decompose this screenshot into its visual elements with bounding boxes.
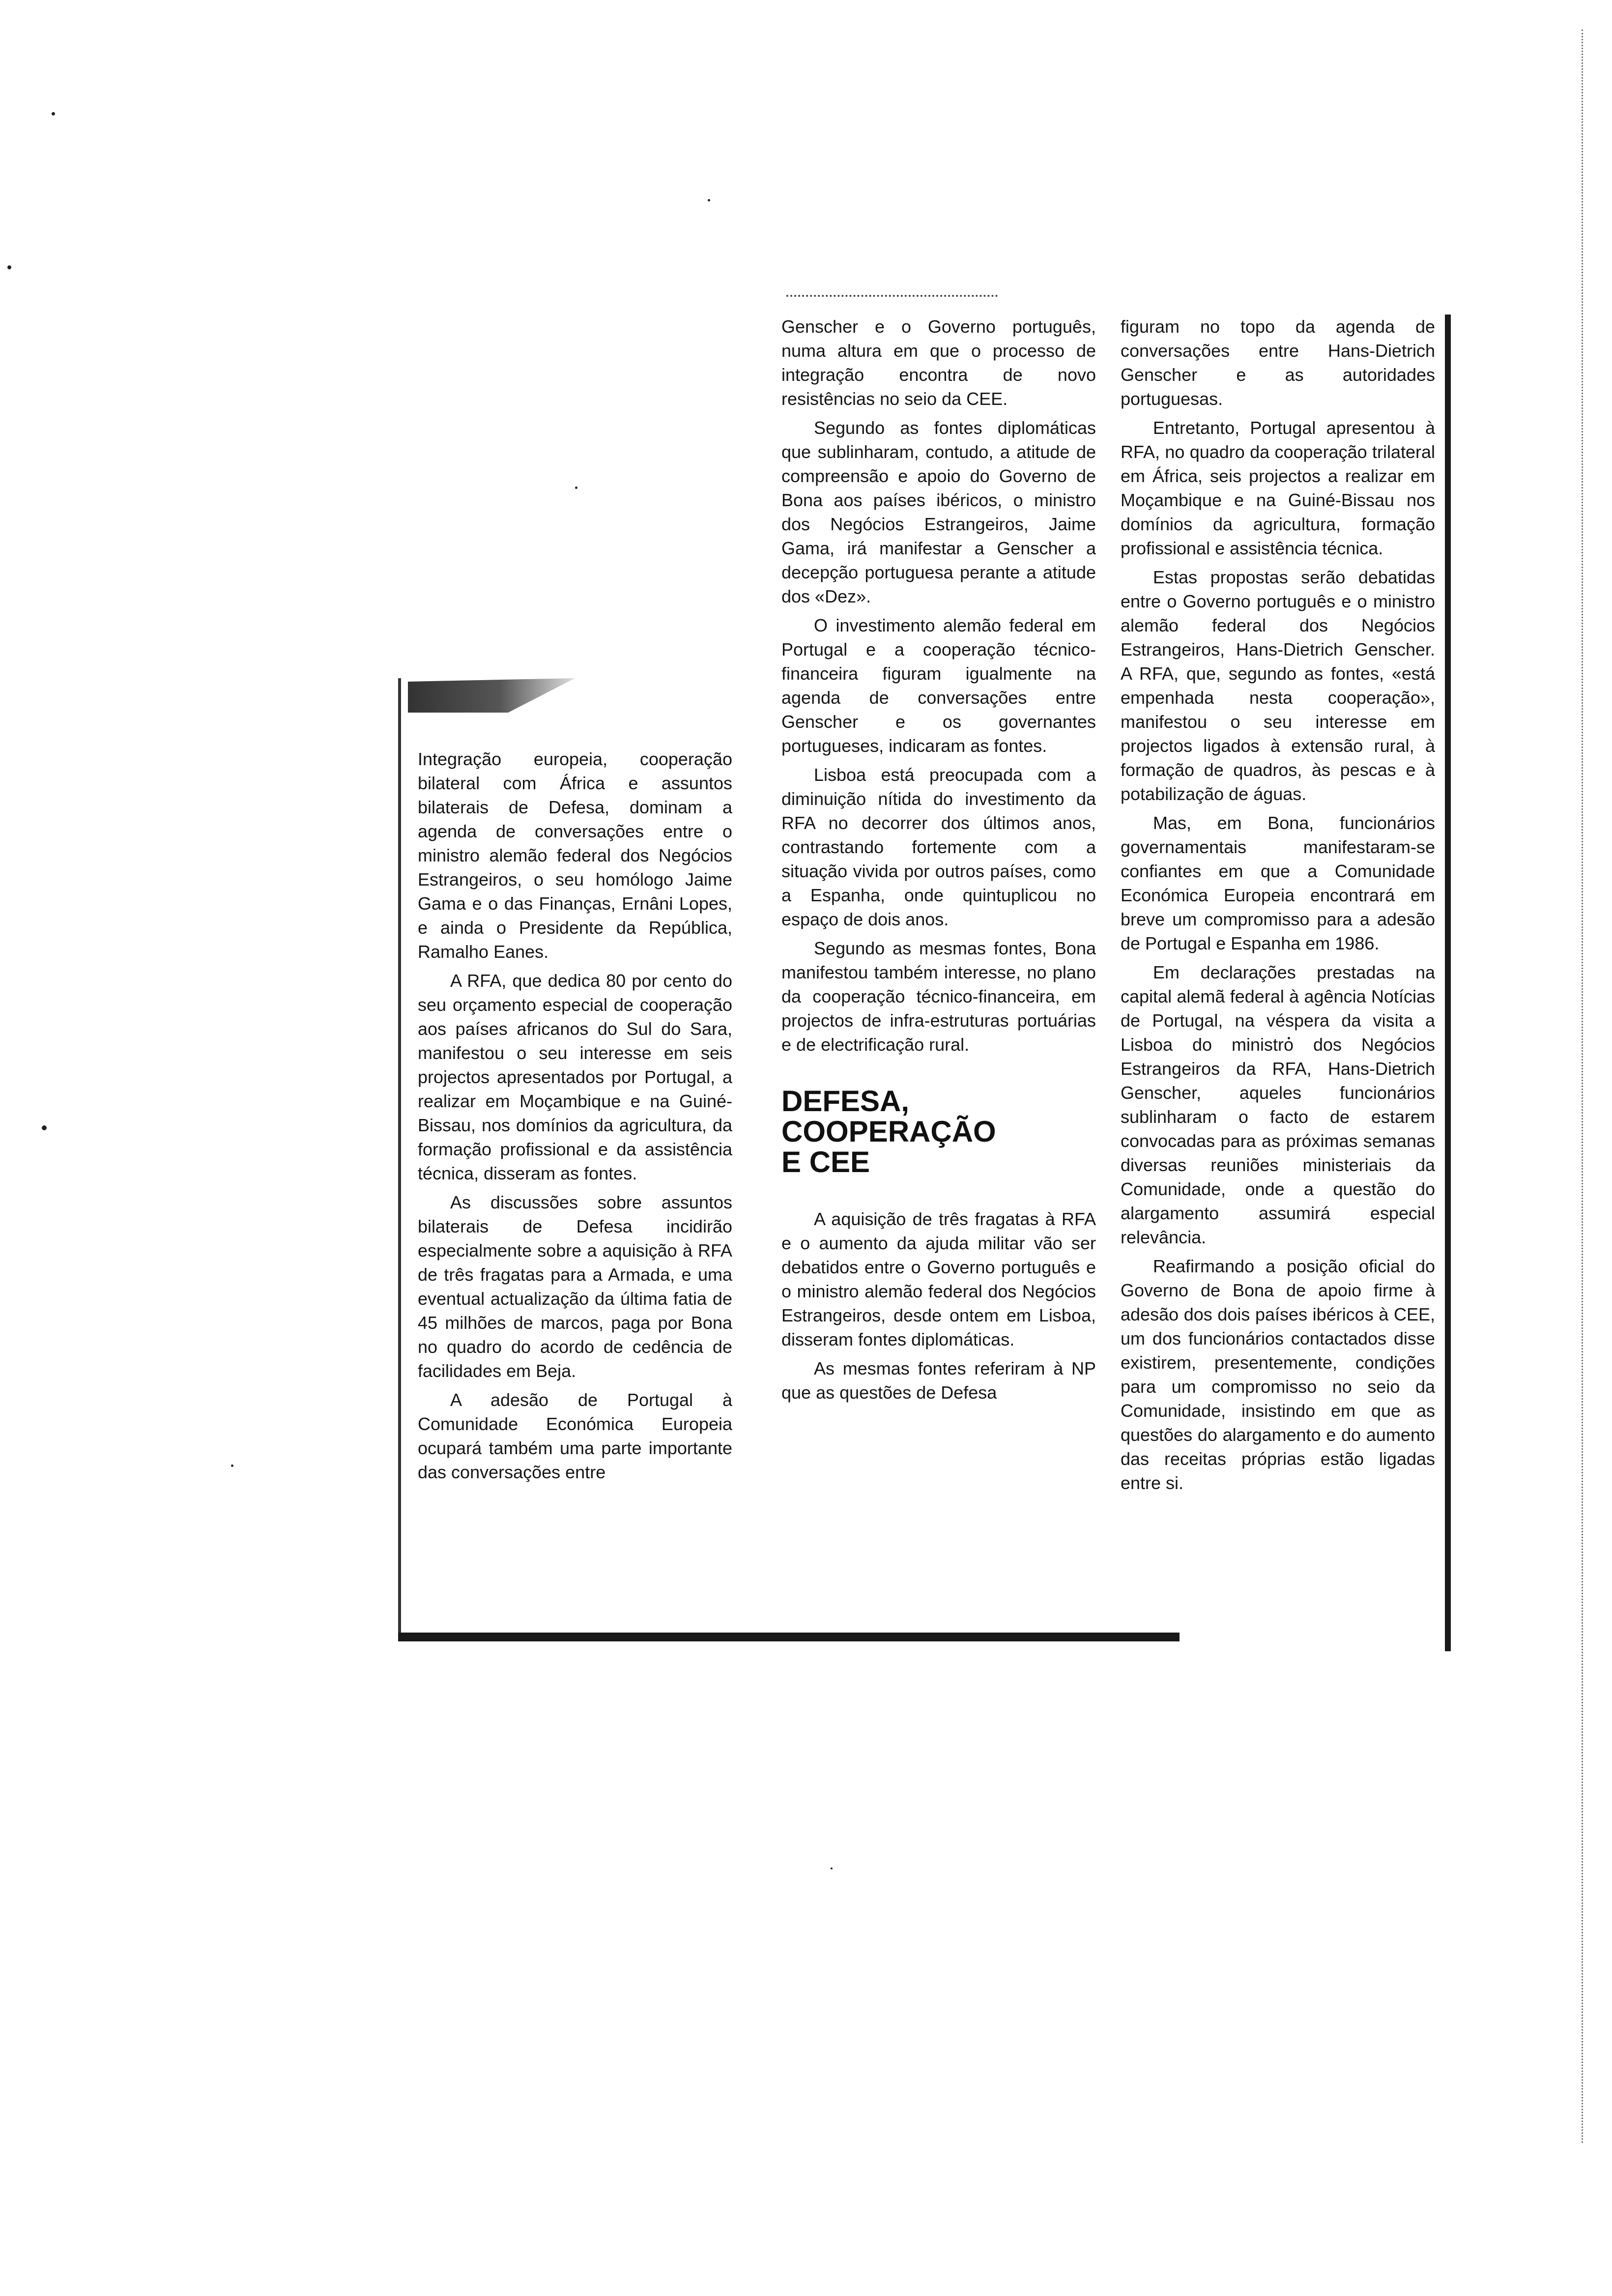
subheading-line: COOPERAÇÃO [781,1115,996,1148]
clipping-top-edge [786,295,998,307]
left-border-rule [398,678,401,1641]
paragraph: Estas propostas serão debatidas entre o Governo português e o ministro alemão federal dos Negócios Estrangeiros, Hans-Dietrich Genscher. A RFA, que, segundo as fontes, «está empenhada nesta cooperação», manifestou o seu interesse em projectos ligados à extensão rural, à formação de quadros, às pescas e à potabilização de águas. [1121,567,1435,804]
paragraph: A RFA, que dedica 80 por cento do seu orçamento especial de cooperação aos países africanos do Sul do Sara, manifestou o seu interesse em seis projectos apresentados por Portugal, a realizar em Moçambique e na Guiné-Bissau, nos domínios da agricultura, da formação profissional e da assistência técnica, disseram as fontes. [418,971,732,1183]
paragraph: Lisboa está preocupada com a diminuição nítida do investimento da RFA no decorrer dos últimos anos, contrastando fortemente com a situação vivida por outros países, como a Espanha, onde quintuplicou no espaço de dois anos. [781,765,1096,929]
paragraph: figuram no topo da agenda de conversações entre Hans-Dietrich Genscher e as autoridades portuguesas. [1121,316,1435,409]
scan-speck [831,1867,833,1869]
paragraph: Reafirmando a posição oficial do Governo de Bona de apoio firme à adesão dos dois países ibéricos à CEE, um dos funcionários contactados disse existirem, presentemente, condições para um compromisso no seio da Comunidade, insistindo em que as questões do alargamento e do aumento das receitas próprias estão ligadas entre si. [1121,1256,1435,1493]
article-column-3 [1121,315,1435,1500]
scan-speck [42,1125,47,1130]
paragraph: As discussões sobre assuntos bilaterais de Defesa incidirão especialmente sobre a aquisição à RFA de três fragatas para a Armada, e uma eventual actualização da última fatia de 45 milhões de marcos, paga por Bona no quadro do acordo de cedência de facilidades em Beja. [418,1192,732,1381]
scan-speck [7,265,11,269]
scan-speck [231,1464,233,1467]
scan-edge-artifact [1582,29,1584,2143]
paragraph: Mas, em Bona, funcionários governamentais manifestaram-se confiantes em que a Comunidade Económica Europeia encontrará em breve um compromisso para a adesão de Portugal e Espanha em 1986. [1121,813,1435,953]
paragraph: A adesão de Portugal à Comunidade Económica Europeia ocupará também uma parte importante das conversações entre [418,1390,732,1482]
paragraph: Segundo as mesmas fontes, Bona manifestou também interesse, no plano da cooperação técnico-financeira, em projectos de infra-estruturas portuárias e de electrificação rural. [781,938,1096,1055]
right-border-rule [1445,315,1451,1651]
section-subheading [781,1086,1096,1177]
paragraph: Genscher e o Governo português, numa altura em que o processo de integração encontra de novo resistências no seio da CEE. [781,316,1096,409]
subheading-line: E CEE [781,1146,870,1178]
paragraph: Segundo as fontes diplomáticas que sublinharam, contudo, a atitude de compreensão e apoio do Governo de Bona aos países ibéricos, o ministro dos Negócios Estrangeiros, Jaime Gama, irá manifestar a Genscher a decepção portuguesa perante a atitude dos «Dez». [781,418,1096,606]
scan-speck [708,199,710,201]
paragraph: O investimento alemão federal em Portugal e a cooperação técnico-financeira figuram igualmente na agenda de conversações entre Genscher e os governantes portugueses, indicaram as fontes. [781,615,1096,756]
paragraph: As mesmas fontes referiram à NP que as questões de Defesa [781,1358,1096,1403]
article-column-2 [781,315,1096,1409]
scan-speck [52,112,55,115]
bottom-border-rule [398,1633,1180,1641]
paragraph: A aquisição de três fragatas à RFA e o aumento da ajuda militar vão ser debatidos entre o Governo português e o ministro alemão federal dos Negócios Estrangeiros, desde ontem em Lisboa, disseram fontes diplomáticas. [781,1209,1096,1349]
subheading-line: DEFESA, [781,1085,910,1118]
article-column-1 [418,747,732,1489]
paragraph: Em declarações prestadas na capital alemã federal à agência Notícias de Portugal, na véspera da visita a Lisboa do ministro dos Negócios Estrangeiros da RFA, Hans-Dietrich Genscher, aqueles funcionários sublinharam o facto de estarem convocadas para as próximas semanas diversas reuniões ministeriais da Comunidade, onde a questão do alargamento assumirá especial relevância. [1121,962,1435,1247]
paragraph: Integração europeia, cooperação bilateral com África e assuntos bilaterais de Defesa, dominam a agenda de conversações entre o ministro alemão federal dos Negócios Estrangeiros, o seu homólogo Jaime Gama e o das Finanças, Ernâni Lopes, e ainda o Presidente da República, Ramalho Eanes. [418,749,732,962]
header-smudge [408,678,575,713]
newspaper-clipping [398,295,1479,1641]
paragraph: Entretanto, Portugal apresentou à RFA, no quadro da cooperação trilateral em África, seis projectos a realizar em Moçambique e na Guiné-Bissau nos domínios da agricultura, formação profissional e assistência técnica. [1121,418,1435,558]
